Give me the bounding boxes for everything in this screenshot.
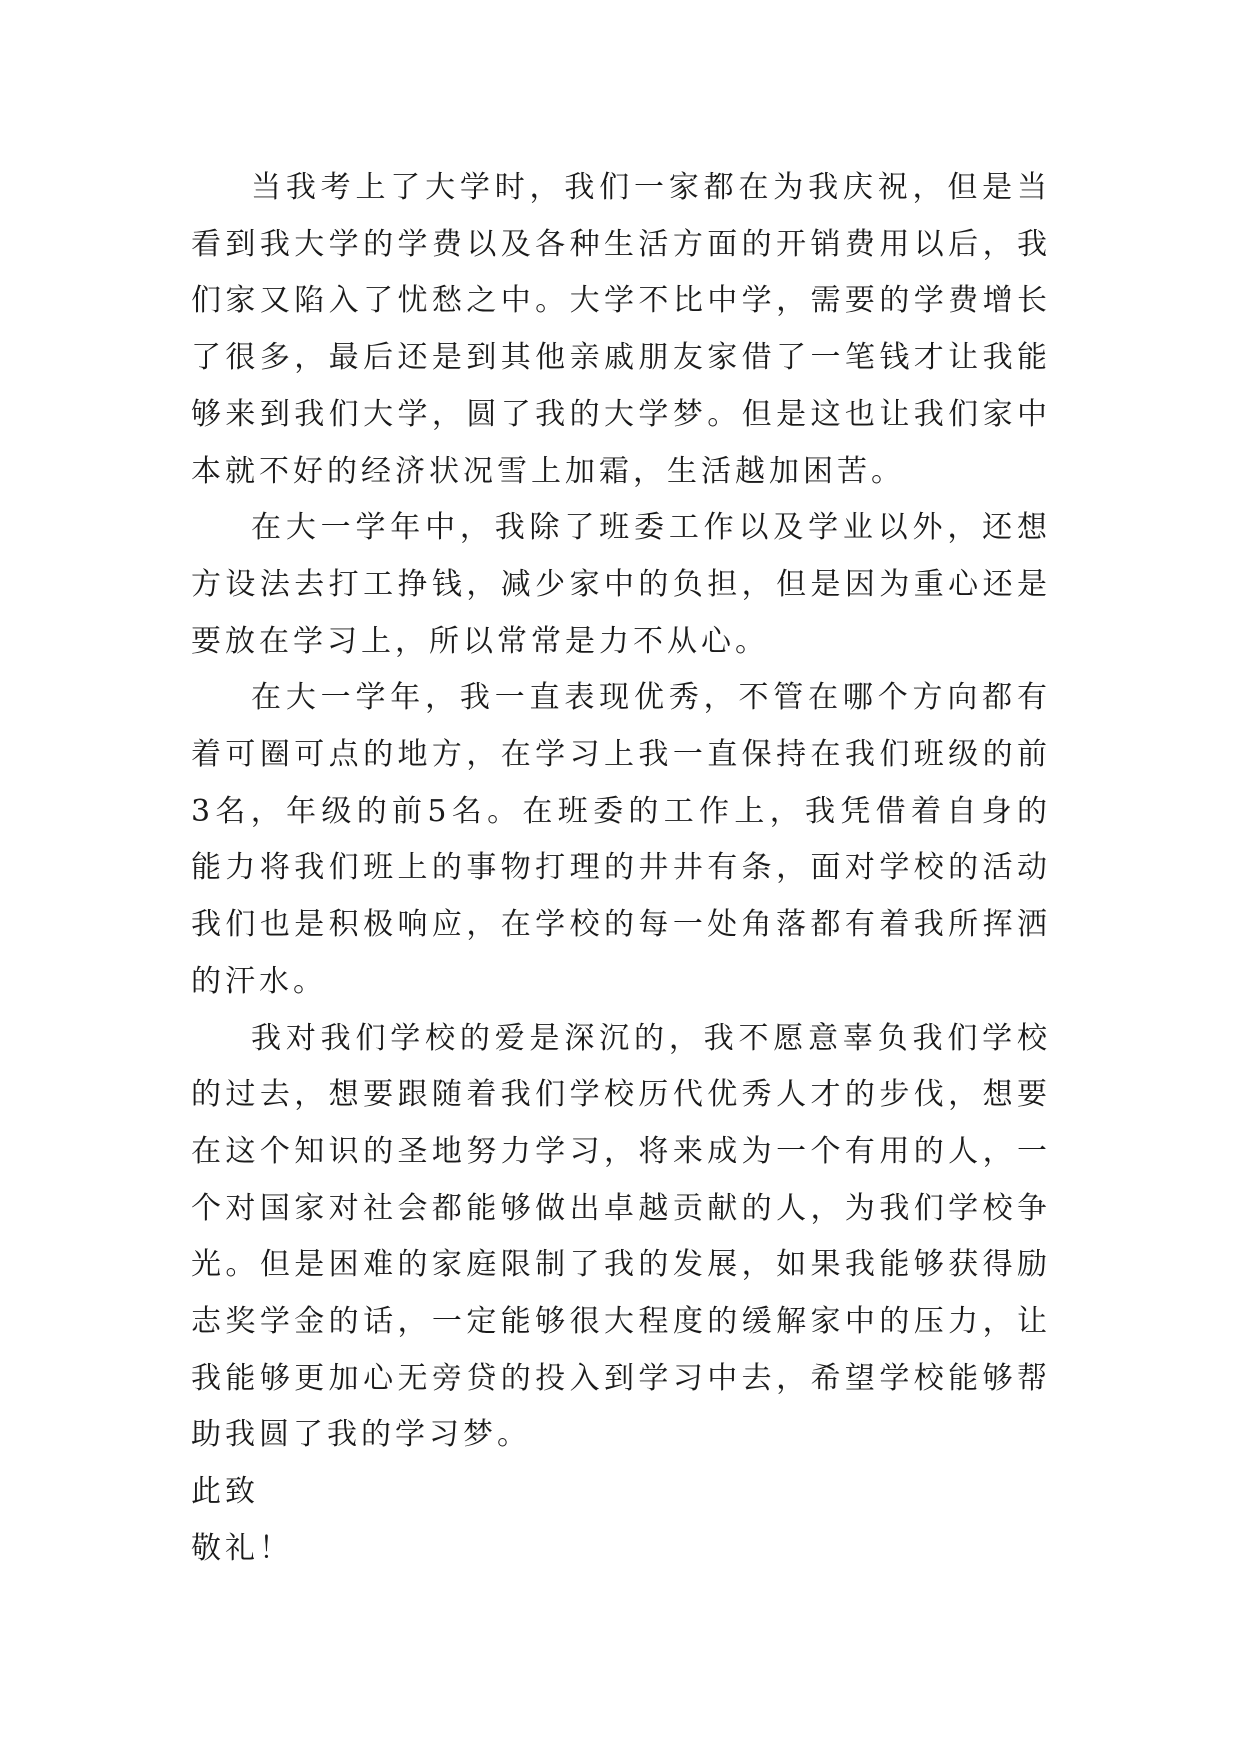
letter-body bbox=[191, 160, 1051, 1578]
closing-salutation: 此致 bbox=[191, 1474, 259, 1510]
closing-regards: 敬礼！ bbox=[191, 1530, 293, 1566]
paragraph-2: 在大一学年中，我除了班委工作以及学业以外，还想方设法去打工挣钱，减少家中的负担，但是因为重心还是要放在学习上，所以常常是力不从心。 bbox=[191, 510, 1051, 659]
paragraph-3: 在大一学年，我一直表现优秀，不管在哪个方向都有着可圈可点的地方，在学习上我一直保持在我们班级的前3名，年级的前5名。在班委的工作上，我凭借着自身的能力将我们班上的事物打理的井井有条，面对学校的活动我们也是积极响应，在学校的每一处角落都有着我所挥洒的汗水。 bbox=[191, 680, 1051, 999]
paragraph-4: 我对我们学校的爱是深沉的，我不愿意辜负我们学校的过去，想要跟随着我们学校历代优秀人才的步伐，想要在这个知识的圣地努力学习，将来成为一个有用的人，一个对国家对社会都能够做出卓越贡献的人，为我们学校争光。但是困难的家庭限制了我的发展，如果我能够获得励志奖学金的话，一定能够很大程度的缓解家中的压力，让我能够更加心无旁贷的投入到学习中去，希望学校能够帮助我圆了我的学习梦。 bbox=[191, 1020, 1051, 1453]
paragraph-1: 当我考上了大学时，我们一家都在为我庆祝，但是当看到我大学的学费以及各种生活方面的开销费用以后，我们家又陷入了忧愁之中。大学不比中学，需要的学费增长了很多，最后还是到其他亲戚朋友家借了一笔钱才让我能够来到我们大学，圆了我的大学梦。但是这也让我们家中本就不好的经济状况雪上加霜，生活越加困苦。 bbox=[191, 170, 1051, 489]
